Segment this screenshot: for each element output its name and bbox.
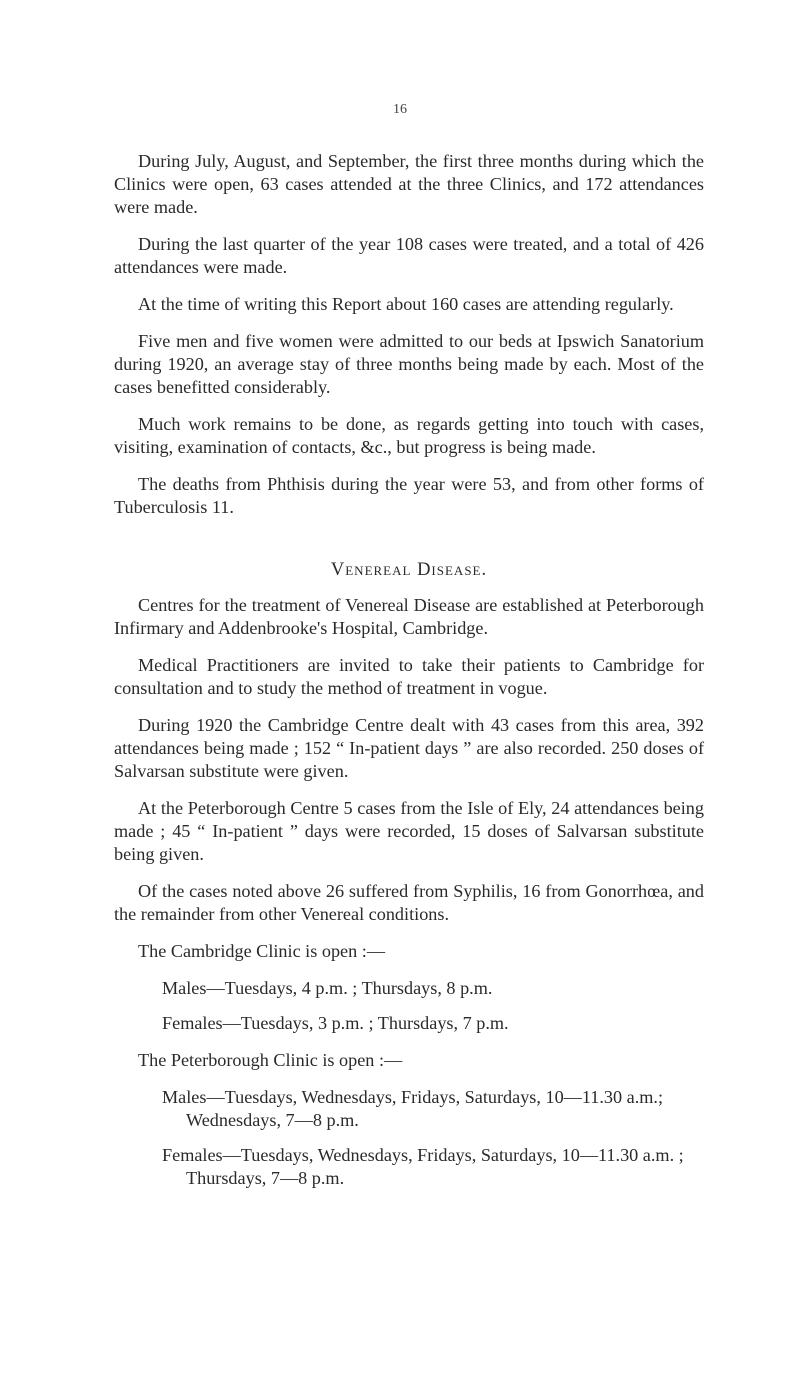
peterborough-females-schedule: Females—Tuesdays, Wednesdays, Fridays, Saturdays, 10—11.30 a.m. ; Thursdays, 7—8 p.m. bbox=[162, 1145, 684, 1188]
paragraph-sanatorium: Five men and five women were admitted to our beds at Ipswich Sanatorium during 1920, an average stay of three months being made by each. Most of the cases benefitted considerably. bbox=[114, 331, 704, 397]
paragraph-last-quarter: During the last quarter of the year 108 cases were treated, and a total of 426 attendances were made. bbox=[114, 234, 704, 277]
paragraph-conditions: Of the cases noted above 26 suffered from Syphilis, 16 from Gonorrhœa, and the remainder from other Venereal conditions. bbox=[114, 881, 704, 924]
paragraph-summer-clinics: During July, August, and September, the first three months during which the Clinics were open, 63 cases attended at the three Clinics, and 172 attendances were made. bbox=[114, 151, 704, 217]
page-number: 16 bbox=[393, 102, 407, 117]
paragraph-deaths: The deaths from Phthisis during the year were 53, and from other forms of Tuberculosis 11. bbox=[114, 474, 704, 517]
paragraph-work-remains: Much work remains to be done, as regards getting into touch with cases, visiting, examination of contacts, &c., but progress is being made. bbox=[114, 414, 704, 457]
cambridge-males-schedule: Males—Tuesdays, 4 p.m. ; Thursdays, 8 p.m. bbox=[162, 978, 493, 998]
peterborough-males-schedule: Males—Tuesdays, Wednesdays, Fridays, Saturdays, 10—11.30 a.m.; Wednesdays, 7—8 p.m. bbox=[162, 1087, 664, 1130]
peterborough-clinic-intro: The Peterborough Clinic is open :— bbox=[138, 1050, 403, 1070]
cambridge-females-schedule: Females—Tuesdays, 3 p.m. ; Thursdays, 7 p.m. bbox=[162, 1013, 509, 1033]
section-heading-venereal-disease: Venereal Disease. bbox=[330, 560, 488, 580]
paragraph-centres: Centres for the treatment of Venereal Disease are established at Peterborough Infirmary and Addenbrooke's Hospital, Cambridge. bbox=[114, 595, 704, 638]
paragraph-current-cases: At the time of writing this Report about 160 cases are attending regularly. bbox=[138, 294, 674, 314]
page-body bbox=[114, 150, 704, 1204]
paragraph-practitioners: Medical Practitioners are invited to take their patients to Cambridge for consultation and to study the method of treatment in vogue. bbox=[114, 655, 704, 698]
paragraph-cambridge-centre: During 1920 the Cambridge Centre dealt with 43 cases from this area, 392 attendances being made ; 152 “ In-patient days ” are also recorded. 250 doses of Salvarsan substitute were given. bbox=[114, 715, 704, 781]
paragraph-peterborough-centre: At the Peterborough Centre 5 cases from the Isle of Ely, 24 attendances being made ; 45 “ In-patient ” days were recorded, 15 doses of Salvarsan substitute being given. bbox=[114, 798, 704, 864]
cambridge-clinic-intro: The Cambridge Clinic is open :— bbox=[138, 941, 386, 961]
